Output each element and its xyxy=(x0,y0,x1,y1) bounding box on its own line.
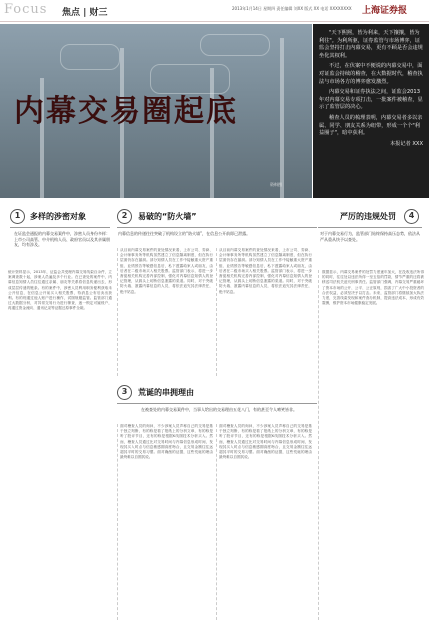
section-number: 3 xyxy=(117,385,132,400)
section-body-continued: 面对稽查人员的询问，不少涉案人员声称自己的交易是基于独立判断，有的称是看了报纸上的分析文章，有的称是听了股评节目，还有的称是根据K线图技术分析买入。然而，稽查人员通过比对交易时间与内幕信息形成时间，发现其买入时点与信息敏感期高度吻合，且交易金额往往远超其平时的交易习惯。面对确凿的证据，这些荒诞的理由最终难以自圆其说。 xyxy=(216,424,312,620)
chain-graphic xyxy=(200,34,270,56)
section-divider xyxy=(10,227,110,228)
section-number: 4 xyxy=(404,209,419,224)
intro-paragraph: "天下熙熙，皆为利来，天下攘攘，皆为利往"。为利所驱，证券监管与市场博弈，证监会坚持打击内幕交易，更有不顾是否会违规坐化其权利。 xyxy=(319,30,423,59)
section-number: 2 xyxy=(117,209,132,224)
section-number: 1 xyxy=(10,209,25,224)
section-label: 焦点 | 财三 xyxy=(62,8,108,18)
pole-graphic xyxy=(280,38,284,198)
section-title: 易破的“防火墙” xyxy=(138,212,197,221)
section-body: 面对稽查人员的询问，不少涉案人员声称自己的交易是基于独立判断，有的称是看了报纸上的分析文章，有的称是听了股评节目，还有的称是根据K线图技术分析买入。然而，稽查人员通过比对交易时间与内幕信息形成时间，发现其买入时点与信息敏感期高度吻合，且交易金额往往远超其平时的交易习惯。面对确凿的证据，这些荒诞的理由最终难以自圆其说。 xyxy=(117,424,213,620)
section-lead: 对于内幕交易行为，监管部门始终保持高压态势，依法从严从重从快予以查处。 xyxy=(320,231,420,242)
section-lead: 内幕信息的传递往往突破了机构设立的“防火墙”，在信息公开前即已泄露。 xyxy=(118,231,251,236)
issue-meta: 2013年1月14日 星期四 责任编辑 刘XX 版式 XX 电话 XXXXXXXX xyxy=(232,6,352,11)
intro-paragraph: 稽查人员的梳理表明，内幕交易者多以亲属、同学、朋友关系为纽带，形成一个个"利益圈子"，暗中获利。 xyxy=(319,114,423,137)
section-title: 荒诞的串拥理由 xyxy=(138,388,194,397)
feature-headline: 内幕交易圈起底 xyxy=(14,94,238,129)
section-body: 从目前内幕交易案件的查处情况来看，上市公司、券商、会计师事务所等机构虽然建立了信息隔离制度，但在执行层面仍存在漏洞。部分知情人员在工作中接触重大资产重组、业绩预告等敏感信息后，私下透露给家人或朋友，由后者在二级市场买入相关股票。监管部门表示，将进一步督促相关机构完善内部控制，强化对内幕信息知情人的登记管理，从源头上切断信息泄露的渠道。同时，对于突破防火墙、泄露内幕信息的人员，将依法追究其法律责任，绝不姑息。 xyxy=(117,248,213,376)
section-body-continued: 从目前内幕交易案件的查处情况来看，上市公司、券商、会计师事务所等机构虽然建立了信息隔离制度，但在执行层面仍存在漏洞。部分知情人员在工作中接触重大资产重组、业绩预告等敏感信息后，私下透露给家人或朋友，由后者在二级市场买入相关股票。监管部门表示，将进一步督促相关机构完善内部控制，强化对内幕信息知情人的登记管理，从源头上切断信息泄露的渠道。同时，对于突破防火墙、泄露内幕信息的人员，将依法追究其法律责任，绝不姑息。 xyxy=(216,248,312,376)
section-title: 严厉的违规处罚 xyxy=(340,212,396,221)
section-lead: 在证监会通报的内幕交易案件中，涉密人员身份多样：上市公司高管、中介机构人员、政府官员以及其亲属朋友，均有涉及。 xyxy=(14,231,110,248)
section-body: 统计资料显示，2013年，证监会共受理内幕交易线索百余件，立案调查数十起，涉案人员遍及多个行业。在已查处的案件中，内幕信息知情人员往往通过亲属、朋友等关系将信息传递出去，形成层层传递的链条。有的案件中，涉密人员利用职务便利获取未公开信息，在信息公开前买入相关股票，待消息公布后卖出获利。有的则通过他人账户进行操作，试图规避监管。监管部门通过大数据分析，对异常交易行为进行筛查，逐一锁定可疑账户，再通过资金流向、通讯记录等证据还原事件全貌。 xyxy=(8,270,112,311)
section-body: 数据显示，内幕交易案件的处罚力度逐年加大，在没收违法所得的同时，往往处以违法所得一至五倍的罚款，情节严重的还将被移送司法机关追究刑事责任。监管部门强调，内幕交易严重破坏了资本市场的公开、公平、公正原则，损害了广大中小投资者的合法权益，必须坚决予以打击。未来，监管部门将继续加大执法力度，完善线索发现和案件查办机制，提高违法成本，形成有效震慑，维护资本市场健康稳定发展。 xyxy=(318,270,424,620)
reporter-signature: 本报记者 XXX xyxy=(389,140,423,147)
chain-graphic xyxy=(60,44,120,70)
intro-box xyxy=(313,24,429,198)
brand-logo: Focus xyxy=(4,2,48,17)
photo-credit: 资料图 xyxy=(270,182,282,187)
section-divider xyxy=(117,403,317,404)
section-title: 多样的涉密对象 xyxy=(30,212,86,221)
section-divider xyxy=(318,227,422,228)
section-lead: 在被查处的内幕交易案件中，当事人给出的交易理由五花八门，有的甚至令人啼笑皆非。 xyxy=(141,407,297,412)
newspaper-name: 上海证券报 xyxy=(362,6,408,16)
intro-paragraph: 内幕交易和证券执法之间，证监会2013年对内幕交易专项打击，一批案件被稽查，显示了监管层的决心。 xyxy=(319,89,423,111)
section-divider xyxy=(117,227,317,228)
intro-paragraph: 不过，在伏案中不便说的内幕交易中，面对证监会持续的稽查，在大数据时代，稽查执法与市场各方的博弈愈发激烈。 xyxy=(319,63,423,85)
